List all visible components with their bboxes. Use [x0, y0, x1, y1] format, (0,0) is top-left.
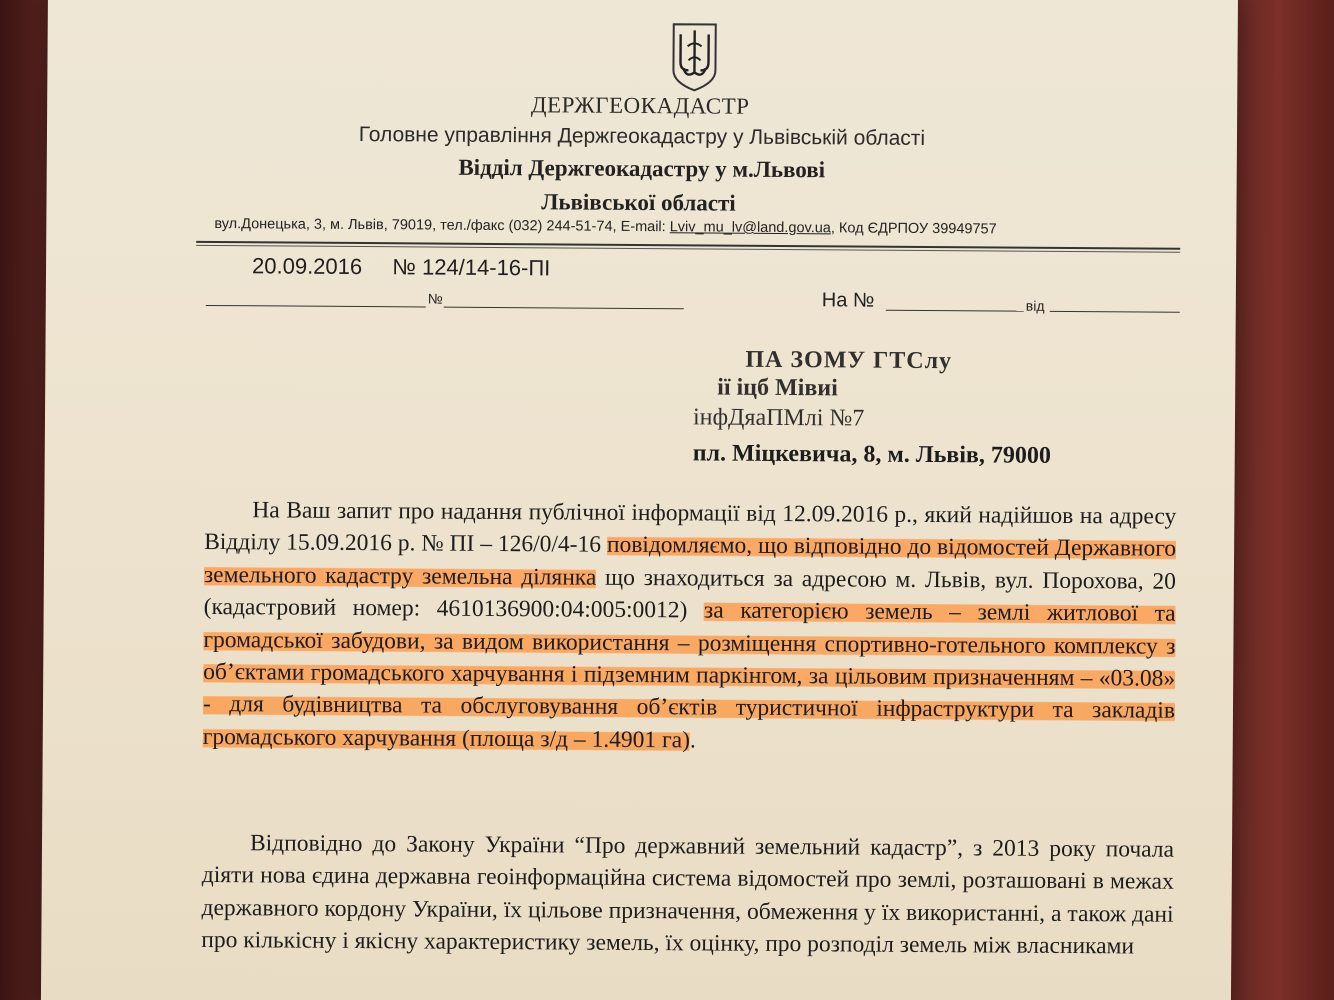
email-link[interactable]: Lviv_mu_lv@land.gov.ua: [669, 219, 831, 237]
address-text: вул.Донецька, 3, м. Львів, 79019, тел./факс (032) 244-51-74, E-mail:: [214, 216, 670, 236]
plot-address: що знаходиться за адресою м. Львів, вул. Порохова, 20 (кадастровий номер: 4610136900:04:005:0012): [203, 564, 1176, 624]
highlighted-text-1: повідомляємо, що відповідно до відомостей Державного земельного кадастру земельна ділянка: [203, 532, 1177, 591]
request-reference: На Ваш запит про надання публічної інформації від 12.09.2016 р., який надійшов на адресу Відділу 15.09.2016 р. № ПІ – 126/0/4-16: [204, 497, 1177, 559]
agency-name: ДЕРЖГЕОКАДАСТР: [530, 92, 750, 119]
in-reply-label: На №: [821, 289, 875, 312]
body-paragraph-1: [203, 494, 1177, 760]
main-department: Головне управління Держгеокадастру у Львівській області: [358, 123, 926, 150]
outgoing-date: 20.09.2016: [251, 253, 363, 280]
number-blank-line: [444, 307, 684, 310]
department-region: Львівської області: [541, 189, 736, 216]
edrpou-code: , Код ЄДРПОУ 39949757: [830, 220, 997, 238]
body-paragraph-2: [201, 827, 1174, 963]
highlighted-text-2: за категорією земель – землі житлової та громадської забудови, за видом використання – розміщення спортивно-готельного комплексу з об’єктами громадського харчування і підземним паркінгом, за цільовим призначенням – «03.08» - для будівництва та обслуговування об’єктів туристичної інфраструктури та закладів громадського харчування (площа з/д – 1.4901 га): [202, 597, 1176, 754]
contact-line: [214, 216, 996, 237]
from-label: від: [1025, 297, 1045, 314]
outgoing-reference: [252, 253, 550, 281]
number-sign-label: №: [427, 290, 443, 307]
recipient-line-2: ії іцб Мівиі: [717, 374, 838, 402]
recipient-line-3: інфДяаПМлі №7: [692, 404, 865, 432]
paragraph-end: .: [689, 727, 696, 754]
date-blank-line: [206, 305, 426, 308]
law-reference-text: Відповідно до Закону України “Про державний земельний кадастр”, з 2013 року почала діяти нова єдина державна геоінформаційна система відомостей про землі, розташовані в межах державного кордону України, їх цільове призначення, обмеження у їх використанні, а також дані про кількісну і якісну характеристику земель, їх оцінку, про розподіл земель між власниками: [201, 830, 1175, 960]
reply-number-line: [886, 310, 1024, 312]
letter-page: [41, 0, 1238, 1000]
recipient-line-1: ПА ЗОМУ ГТСлу: [745, 346, 953, 375]
background-right: [1224, 0, 1334, 1000]
outgoing-number: № 124/14-16-ПІ: [392, 254, 551, 281]
recipient-address: пл. Міцкевича, 8, м. Львів, 79000: [692, 440, 1052, 469]
department-name: Відділ Держгеокадастру у м.Львові: [458, 154, 826, 183]
trident-emblem-icon: [669, 20, 720, 92]
reply-date-line: [1050, 311, 1180, 313]
